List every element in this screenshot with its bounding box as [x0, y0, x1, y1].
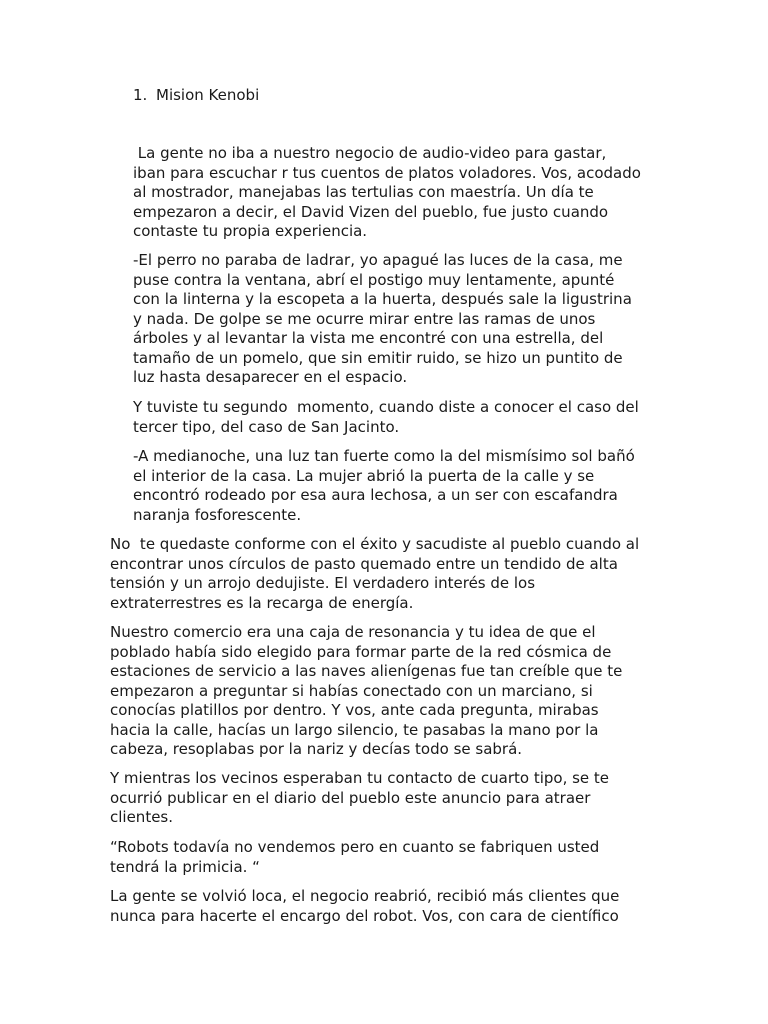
- chapter-title: Mision Kenobi: [156, 86, 260, 104]
- paragraph-robot-orders: La gente se volvió loca, el negocio reabrió, recibió más clientes que nunca para hacerte el encargo del robot. Vos, con cara de científico: [110, 887, 620, 925]
- paragraph-intro: La gente no iba a nuestro negocio de audio-video para gastar, iban para escuchar r tus cuentos de platos voladores. Vos, acodado al mostrador, manejabas las tertulias con maestría. Un día te empezaron a decir, el David Vizen del pueblo, fue justo cuando contaste tu propia experiencia.: [133, 144, 641, 240]
- chapter-heading: [133, 86, 259, 106]
- paragraph-second-moment: Y tuviste tu segundo momento, cuando diste a conocer el caso del tercer tipo, del caso de San Jacinto.: [133, 398, 639, 436]
- paragraph-first-sighting: -El perro no paraba de ladrar, yo apagué las luces de la casa, me puse contra la ventana, abrí el postigo muy lentamente, apunté con la linterna y la escopeta a la huerta, después sale la ligustrina y nada. De golpe se me ocurre mirar entre las ramas de unos árboles y al levantar la vista me encontré con una estrella, del tamaño de un pomelo, que sin emitir ruido, se hizo un puntito de luz hasta desaparecer en el espacio.: [133, 251, 632, 386]
- paragraph-crop-circles: No te quedaste conforme con el éxito y sacudiste al pueblo cuando al encontrar unos círculos de pasto quemado entre un tendido de alta tensión y un arrojo dedujiste. El verdadero interés de los extraterrestres es la recarga de energía.: [110, 535, 640, 612]
- paragraph-newspaper-ad: Y mientras los vecinos esperaban tu contacto de cuarto tipo, se te ocurrió publicar en el diario del pueblo este anuncio para atraer clientes.: [110, 769, 610, 826]
- paragraph-robots-quote: “Robots todavía no vendemos pero en cuanto se fabriquen usted tendrá la primicia. “: [110, 838, 600, 876]
- chapter-number: 1.: [133, 86, 148, 104]
- paragraph-cosmic-network: Nuestro comercio era una caja de resonancia y tu idea de que el poblado había sido elegido para formar parte de la red cósmica de estaciones de servicio a las naves alienígenas fue tan creíble que te empezaron a preguntar si habías conectado con un marciano, si conocías platillos por dentro. Y vos, ante cada pregunta, mirabas hacia la calle, hacías un largo silencio, te pasabas la mano por la cabeza, resoplabas por la nariz y decías todo se sabrá.: [110, 623, 623, 758]
- paragraph-san-jacinto: -A medianoche, una luz tan fuerte como la del mismísimo sol bañó el interior de la casa. La mujer abrió la puerta de la calle y se encontró rodeado por esa aura lechosa, a un ser con escafandra naranja fosforescente.: [133, 447, 635, 524]
